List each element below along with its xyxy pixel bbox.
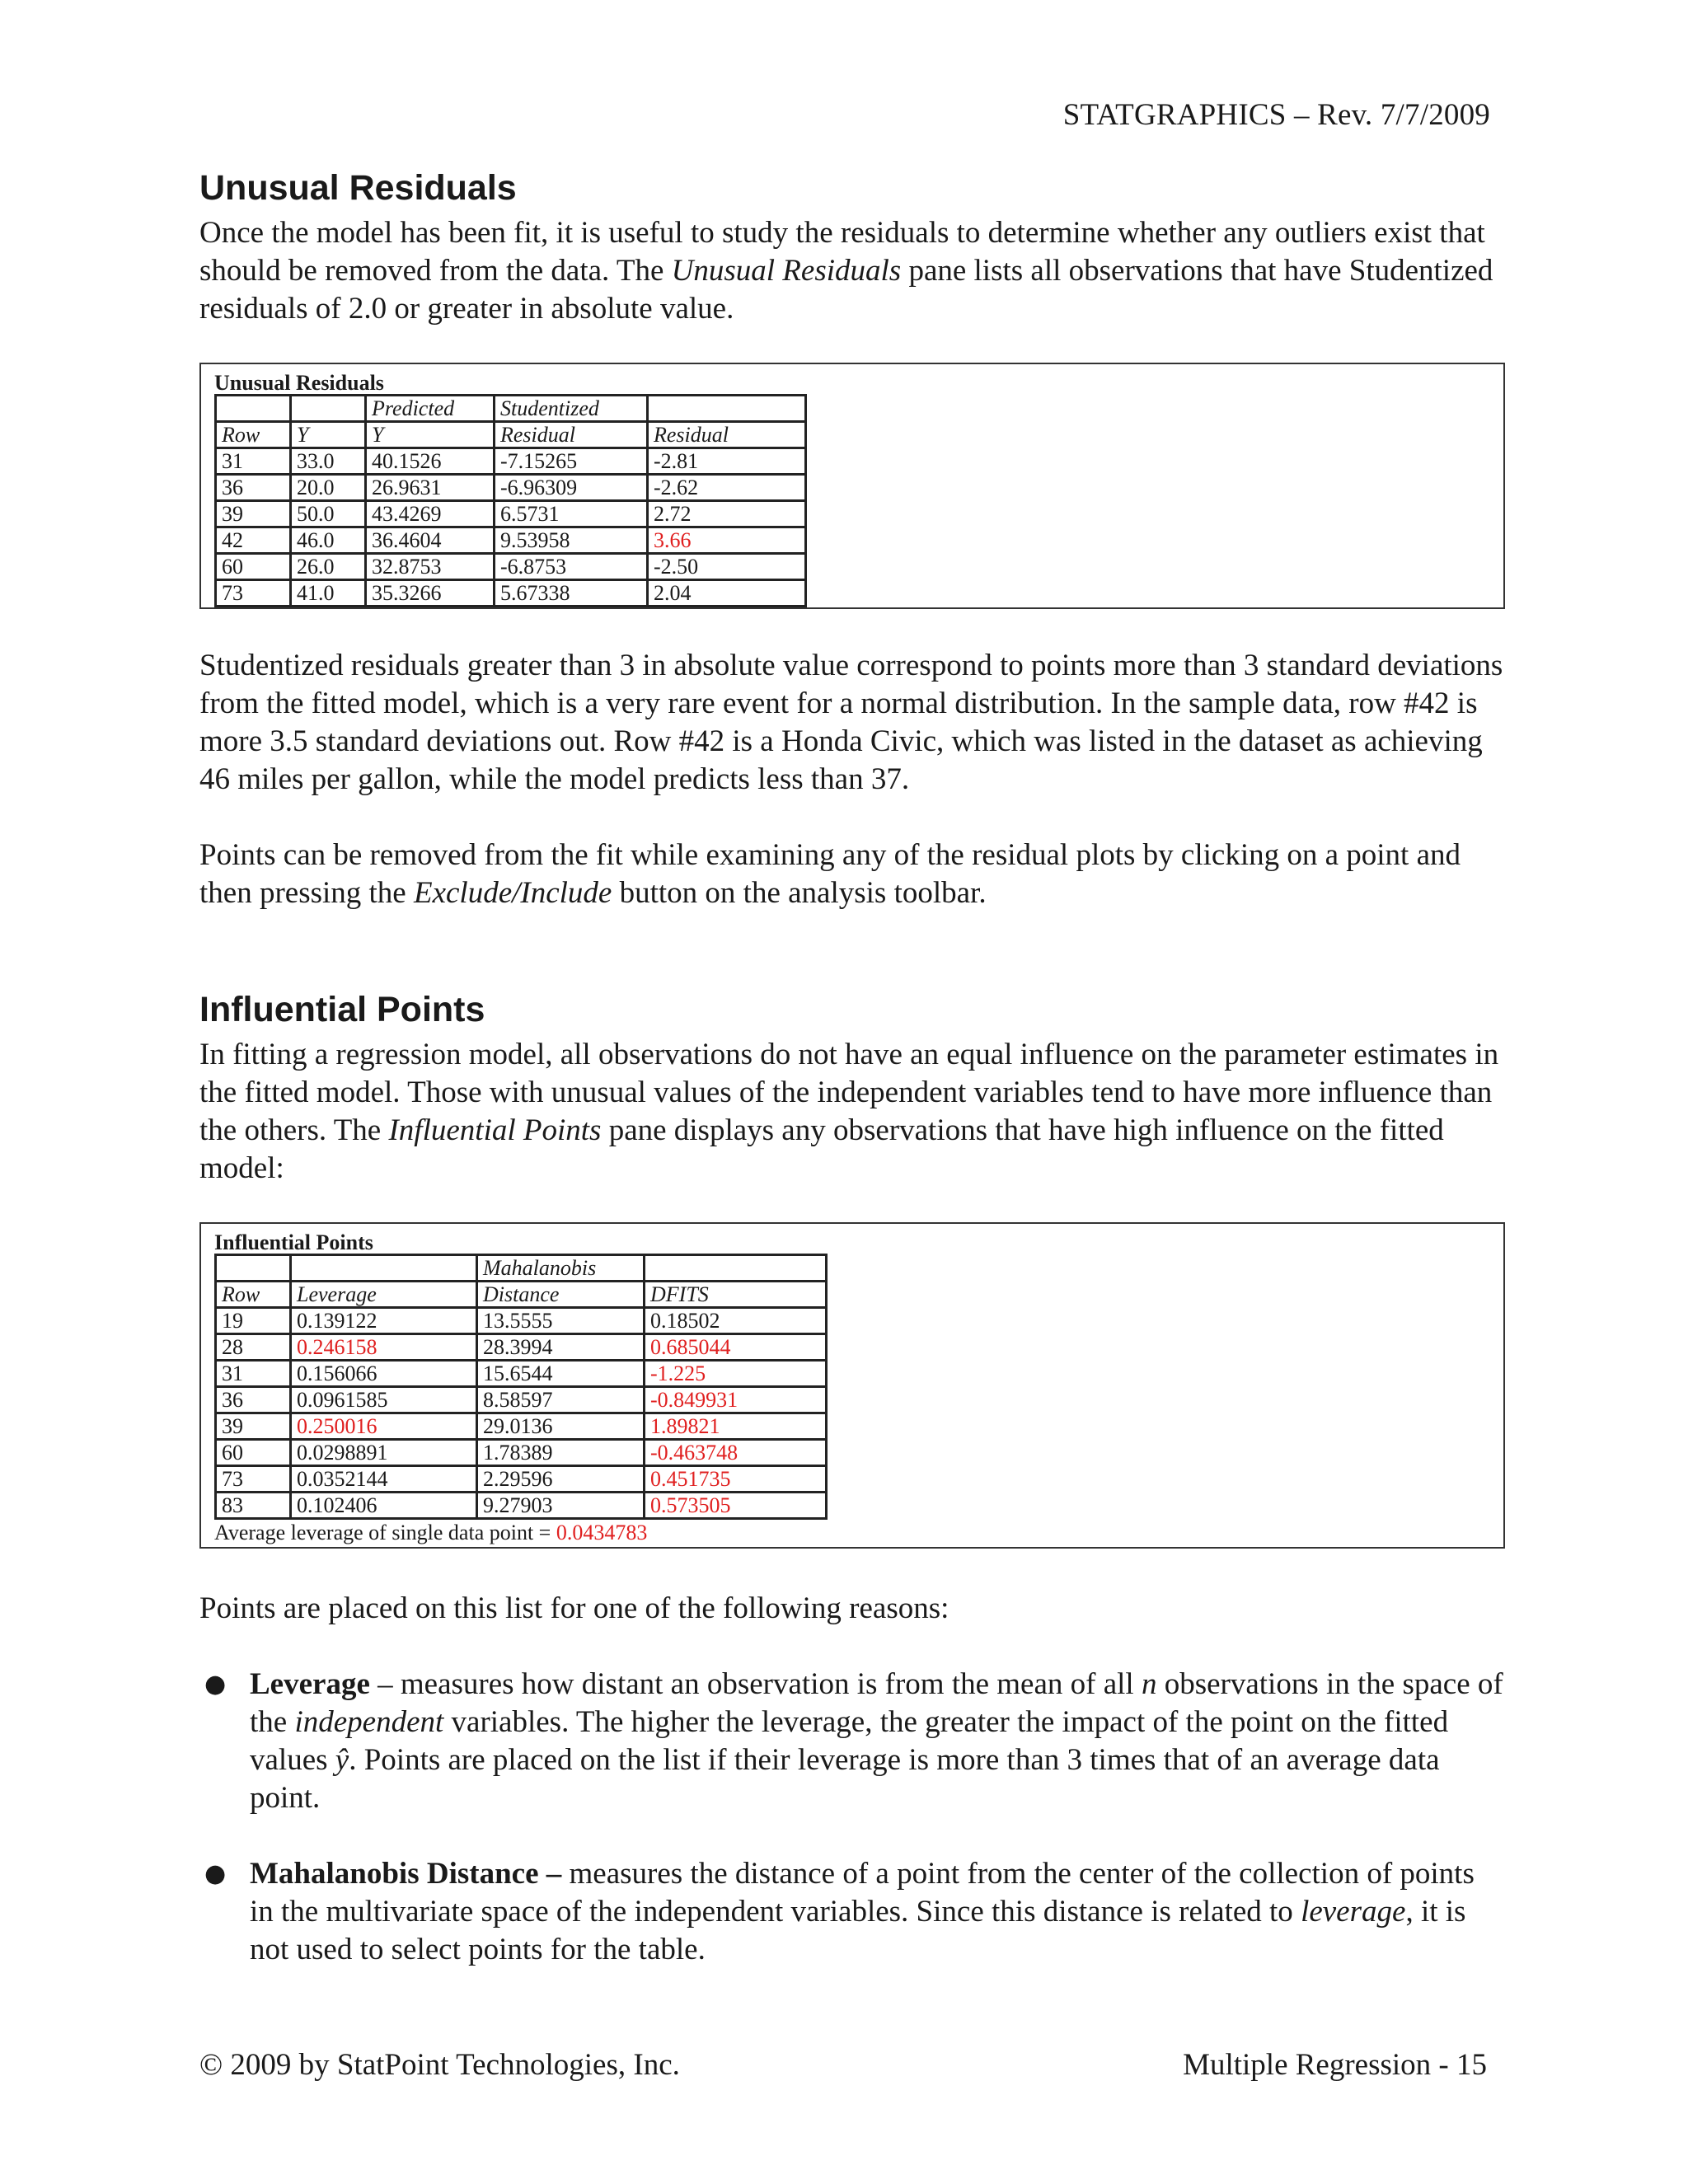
page-number-label: Multiple Regression - 15 bbox=[1183, 2048, 1487, 2082]
influential-points-pane bbox=[199, 1222, 1505, 1549]
header-cell: Y bbox=[366, 422, 495, 448]
table-header-row bbox=[216, 1282, 827, 1308]
header-cell: Residual bbox=[648, 422, 806, 448]
table-cell: 36.4604 bbox=[366, 527, 495, 554]
term-leverage: Leverage bbox=[250, 1667, 370, 1701]
header-cell bbox=[291, 396, 366, 422]
table-cell: 50.0 bbox=[291, 501, 366, 527]
paragraph-influential-intro bbox=[199, 1036, 1505, 1188]
table-cell: 0.0298891 bbox=[291, 1440, 477, 1466]
table-header-row bbox=[216, 1255, 827, 1282]
table-cell: 60 bbox=[216, 554, 291, 580]
table-cell: 36 bbox=[216, 1387, 291, 1413]
list-item-mahalanobis bbox=[199, 1855, 1505, 1969]
table-cell: 41.0 bbox=[291, 580, 366, 607]
table-cell-highlight: 0.573505 bbox=[645, 1493, 827, 1519]
text-run: button on the analysis toolbar. bbox=[612, 876, 987, 910]
pane-title: Influential Points bbox=[214, 1230, 373, 1254]
text-run: observations in the space of the bbox=[250, 1667, 1503, 1739]
table-cell: 73 bbox=[216, 1466, 291, 1493]
table-row bbox=[216, 1466, 827, 1493]
table-row bbox=[216, 1361, 827, 1387]
emphasis-button-name: Exclude/Include bbox=[413, 876, 612, 910]
header-cell: Studentized bbox=[495, 396, 648, 422]
term-mahalanobis: Mahalanobis Distance – bbox=[250, 1857, 562, 1891]
table-cell: 33.0 bbox=[291, 448, 366, 475]
header-cell bbox=[645, 1255, 827, 1282]
table-row bbox=[216, 1493, 827, 1519]
table-cell: 40.1526 bbox=[366, 448, 495, 475]
table-cell-highlight: 0.685044 bbox=[645, 1334, 827, 1361]
table-cell: 0.139122 bbox=[291, 1308, 477, 1334]
influential-points-table bbox=[214, 1254, 828, 1520]
table-row bbox=[216, 501, 806, 527]
table-cell: 19 bbox=[216, 1308, 291, 1334]
table-cell: 0.0961585 bbox=[291, 1387, 477, 1413]
table-cell-highlight: 1.89821 bbox=[645, 1413, 827, 1440]
section-title-influential-points: Influential Points bbox=[199, 990, 485, 1029]
table-cell: 73 bbox=[216, 580, 291, 607]
table-cell: 26.9631 bbox=[366, 475, 495, 501]
header-cell bbox=[291, 1255, 477, 1282]
table-cell: 39 bbox=[216, 501, 291, 527]
table-cell-highlight: -1.225 bbox=[645, 1361, 827, 1387]
header-cell bbox=[216, 1255, 291, 1282]
section-title-unusual-residuals: Unusual Residuals bbox=[199, 168, 517, 208]
table-cell: 35.3266 bbox=[366, 580, 495, 607]
text-run: variables. The higher the leverage, the greater the impact of the point on the fitted values bbox=[250, 1705, 1449, 1777]
bullet-icon: ● bbox=[204, 1670, 227, 1699]
header-cell: Leverage bbox=[291, 1282, 477, 1308]
table-row bbox=[216, 1334, 827, 1361]
table-cell: 9.27903 bbox=[477, 1493, 645, 1519]
table-cell: 31 bbox=[216, 448, 291, 475]
table-header-row bbox=[216, 422, 806, 448]
text-run: pane displays any observations that have high influence on the fitted model: bbox=[199, 1113, 1444, 1185]
text-run: . Points are placed on the list if their leverage is more than 3 times that of an average data point. bbox=[250, 1743, 1440, 1815]
table-row bbox=[216, 554, 806, 580]
table-cell: 6.5731 bbox=[495, 501, 648, 527]
footnote-label: Average leverage of single data point = bbox=[214, 1521, 556, 1544]
table-cell: 32.8753 bbox=[366, 554, 495, 580]
table-row bbox=[216, 1387, 827, 1413]
emphasis-n: n bbox=[1141, 1667, 1157, 1701]
emphasis-pane-name: Influential Points bbox=[388, 1113, 602, 1147]
table-cell: 29.0136 bbox=[477, 1413, 645, 1440]
table-cell: 28 bbox=[216, 1334, 291, 1361]
table-cell-highlight: 0.246158 bbox=[291, 1334, 477, 1361]
table-cell: -2.62 bbox=[648, 475, 806, 501]
table-row bbox=[216, 1440, 827, 1466]
table-cell: 20.0 bbox=[291, 475, 366, 501]
pane-title: Unusual Residuals bbox=[214, 371, 384, 395]
table-cell: 15.6544 bbox=[477, 1361, 645, 1387]
table-row bbox=[216, 1413, 827, 1440]
copyright-notice: © 2009 by StatPoint Technologies, Inc. bbox=[199, 2048, 680, 2082]
header-cell: Predicted bbox=[366, 396, 495, 422]
header-cell: Residual bbox=[495, 422, 648, 448]
table-cell: -7.15265 bbox=[495, 448, 648, 475]
paragraph-exclude-include bbox=[199, 837, 1505, 912]
table-cell: 0.102406 bbox=[291, 1493, 477, 1519]
text-run: Points can be removed from the fit while examining any of the residual plots by clicking on a point and then pressing the bbox=[199, 838, 1461, 910]
table-row bbox=[216, 580, 806, 607]
header-cell: Y bbox=[291, 422, 366, 448]
emphasis-leverage: leverage bbox=[1301, 1895, 1406, 1929]
table-cell: -6.8753 bbox=[495, 554, 648, 580]
paragraph-unusual-intro bbox=[199, 214, 1505, 328]
paragraph-studentized-explanation: Studentized residuals greater than 3 in absolute value correspond to points more than 3 standard deviations from the fitted model, which is a very rare event for a normal distribution. In the sample data, row #42 is more 3.5 standard deviations out. Row #42 is a Honda Civic, which was listed in the dataset as achieving 46 miles per gallon, while the model predicts less than 37. bbox=[199, 649, 1503, 796]
table-row bbox=[216, 475, 806, 501]
table-cell: 36 bbox=[216, 475, 291, 501]
table-cell: 9.53958 bbox=[495, 527, 648, 554]
text-run: pane lists all observations that have Studentized residuals of 2.0 or greater in absolute value. bbox=[199, 254, 1493, 326]
table-cell-highlight: -0.463748 bbox=[645, 1440, 827, 1466]
table-cell: 46.0 bbox=[291, 527, 366, 554]
header-cell bbox=[648, 396, 806, 422]
table-cell-highlight: 3.66 bbox=[648, 527, 806, 554]
table-row bbox=[216, 527, 806, 554]
header-cell: Row bbox=[216, 1282, 291, 1308]
table-cell: -6.96309 bbox=[495, 475, 648, 501]
bullet-icon: ● bbox=[204, 1859, 227, 1888]
table-cell: 83 bbox=[216, 1493, 291, 1519]
table-cell: 2.72 bbox=[648, 501, 806, 527]
table-cell: 28.3994 bbox=[477, 1334, 645, 1361]
table-cell-highlight: -0.849931 bbox=[645, 1387, 827, 1413]
table-cell: 1.78389 bbox=[477, 1440, 645, 1466]
text-run: In fitting a regression model, all observations do not have an equal influence on the parameter estimates in the fitted model. Those with unusual values of the independent variables tend to have more influence than the others. The bbox=[199, 1038, 1499, 1147]
text-run: Once the model has been fit, it is useful to study the residuals to determine whether any outliers exist that should be removed from the data. The bbox=[199, 216, 1485, 288]
page-footer bbox=[199, 2047, 1487, 2083]
emphasis-pane-name: Unusual Residuals bbox=[671, 254, 902, 288]
header-cell: Mahalanobis bbox=[477, 1255, 645, 1282]
table-cell: 2.29596 bbox=[477, 1466, 645, 1493]
yhat-symbol: ŷ bbox=[335, 1743, 349, 1777]
average-leverage-note bbox=[201, 1520, 1503, 1547]
table-cell: 0.18502 bbox=[645, 1308, 827, 1334]
page-content bbox=[199, 165, 1505, 1969]
header-cell: Row bbox=[216, 422, 291, 448]
table-header-row bbox=[216, 396, 806, 422]
list-item-leverage bbox=[199, 1666, 1505, 1817]
table-cell: 2.04 bbox=[648, 580, 806, 607]
table-cell: 26.0 bbox=[291, 554, 366, 580]
footnote-value: 0.0434783 bbox=[556, 1521, 648, 1544]
table-cell: 31 bbox=[216, 1361, 291, 1387]
header-cell: DFITS bbox=[645, 1282, 827, 1308]
table-cell: 8.58597 bbox=[477, 1387, 645, 1413]
table-cell: 5.67338 bbox=[495, 580, 648, 607]
table-cell: 39 bbox=[216, 1413, 291, 1440]
emphasis-independent: independent bbox=[294, 1705, 444, 1739]
table-cell: -2.50 bbox=[648, 554, 806, 580]
running-head: STATGRAPHICS – Rev. 7/7/2009 bbox=[1062, 98, 1490, 132]
header-cell bbox=[216, 396, 291, 422]
text-run: , it is not used to select points for the table. bbox=[250, 1895, 1466, 1966]
unusual-residuals-table bbox=[214, 394, 807, 607]
paragraph-reasons-intro: Points are placed on this list for one of the following reasons: bbox=[199, 1591, 950, 1625]
table-cell: 13.5555 bbox=[477, 1308, 645, 1334]
table-cell: 0.0352144 bbox=[291, 1466, 477, 1493]
table-cell-highlight: 0.250016 bbox=[291, 1413, 477, 1440]
table-cell: 42 bbox=[216, 527, 291, 554]
text-run: measures the distance of a point from the center of the collection of points in the multivariate space of the independent variables. Since this distance is related to bbox=[250, 1857, 1475, 1929]
reasons-list bbox=[199, 1666, 1505, 1969]
table-cell: 43.4269 bbox=[366, 501, 495, 527]
table-row bbox=[216, 1308, 827, 1334]
table-row bbox=[216, 448, 806, 475]
table-cell: 0.156066 bbox=[291, 1361, 477, 1387]
header-cell: Distance bbox=[477, 1282, 645, 1308]
table-cell-highlight: 0.451735 bbox=[645, 1466, 827, 1493]
unusual-residuals-pane bbox=[199, 363, 1505, 609]
text-run: – measures how distant an observation is from the mean of all bbox=[369, 1667, 1142, 1701]
table-cell: 60 bbox=[216, 1440, 291, 1466]
table-cell: -2.81 bbox=[648, 448, 806, 475]
